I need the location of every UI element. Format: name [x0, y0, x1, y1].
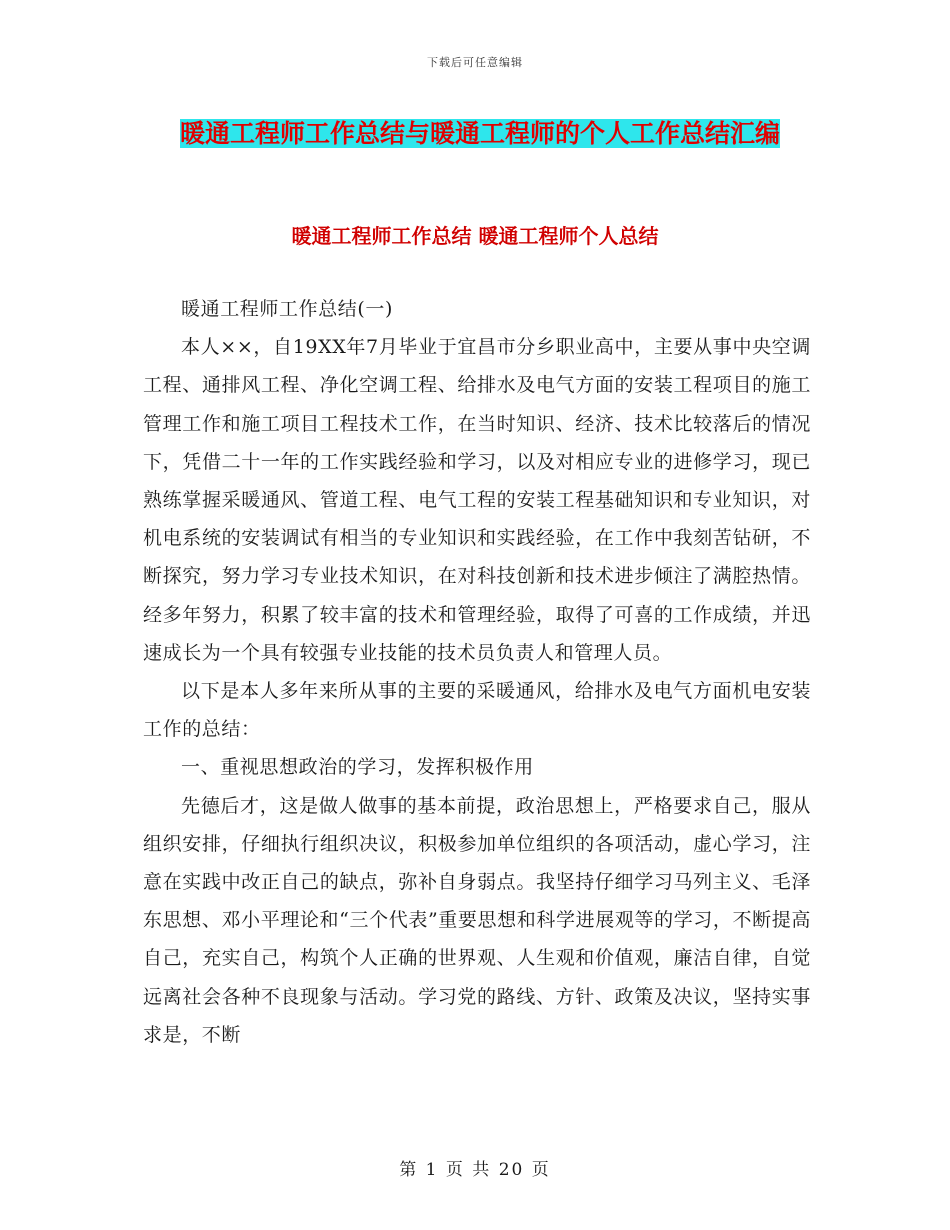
body-paragraph: 本人××，自19XX年7月毕业于宜昌市分乡职业高中，主要从事中央空调工程、通排风工程、净化空调工程、给排水及电气方面的安装工程项目的施工管理工作和施工项目工程技术工作，在当时知识、经济、技术比较落后的情况下，凭借二十一年的工作实践经验和学习，以及对相应专业的进修学习，现已熟练掌握采暖通风、管道工程、电气工程的安装工程基础知识和专业知识，对机电系统的安装调试有相当的专业知识和实践经验，在工作中我刻苦钻研，不断探究，努力学习专业技术知识，在对科技创新和技术进步倾注了满腔热情。经多年努力，积累了较丰富的技术和管理经验，取得了可喜的工作成绩，并迅速成长为一个具有较强专业技能的技术员负责人和管理人员。	[143, 336, 811, 664]
header-note: 下载后可任意编辑	[427, 56, 523, 69]
document-title-text: 暖通工程师工作总结与暖通工程师的个人工作总结汇编	[179, 119, 780, 148]
section-heading: 一、重视思想政治的学习，发挥积极作用	[181, 756, 534, 779]
document-subtitle: 暖通工程师工作总结 暖通工程师个人总结	[291, 224, 659, 248]
document-body	[143, 290, 811, 1054]
document-title	[140, 112, 820, 156]
body-paragraph: 先德后才，这是做人做事的基本前提，政治思想上，严格要求自己，服从组织安排，仔细执行组织决议，积极参加单位组织的各项活动，虚心学习，注意在实践中改正自己的缺点，弥补自身弱点。我坚持仔细学习马列主义、毛泽东思想、邓小平理论和“三个代表”重要思想和科学进展观等的学习，不断提高自己，充实自己，构筑个人正确的世界观、人生观和价值观，廉洁自律，自觉远离社会各种不良现象与活动。学习党的路线、方针、政策及决议，坚持实事求是，不断	[143, 794, 811, 1046]
body-paragraph: 以下是本人多年来所从事的主要的采暖通风，给排水及电气方面机电安装工作的总结：	[143, 680, 811, 741]
section-heading: 暖通工程师工作总结(一)	[181, 298, 394, 320]
page-number: 第 1 页 共 20 页	[399, 1160, 551, 1180]
